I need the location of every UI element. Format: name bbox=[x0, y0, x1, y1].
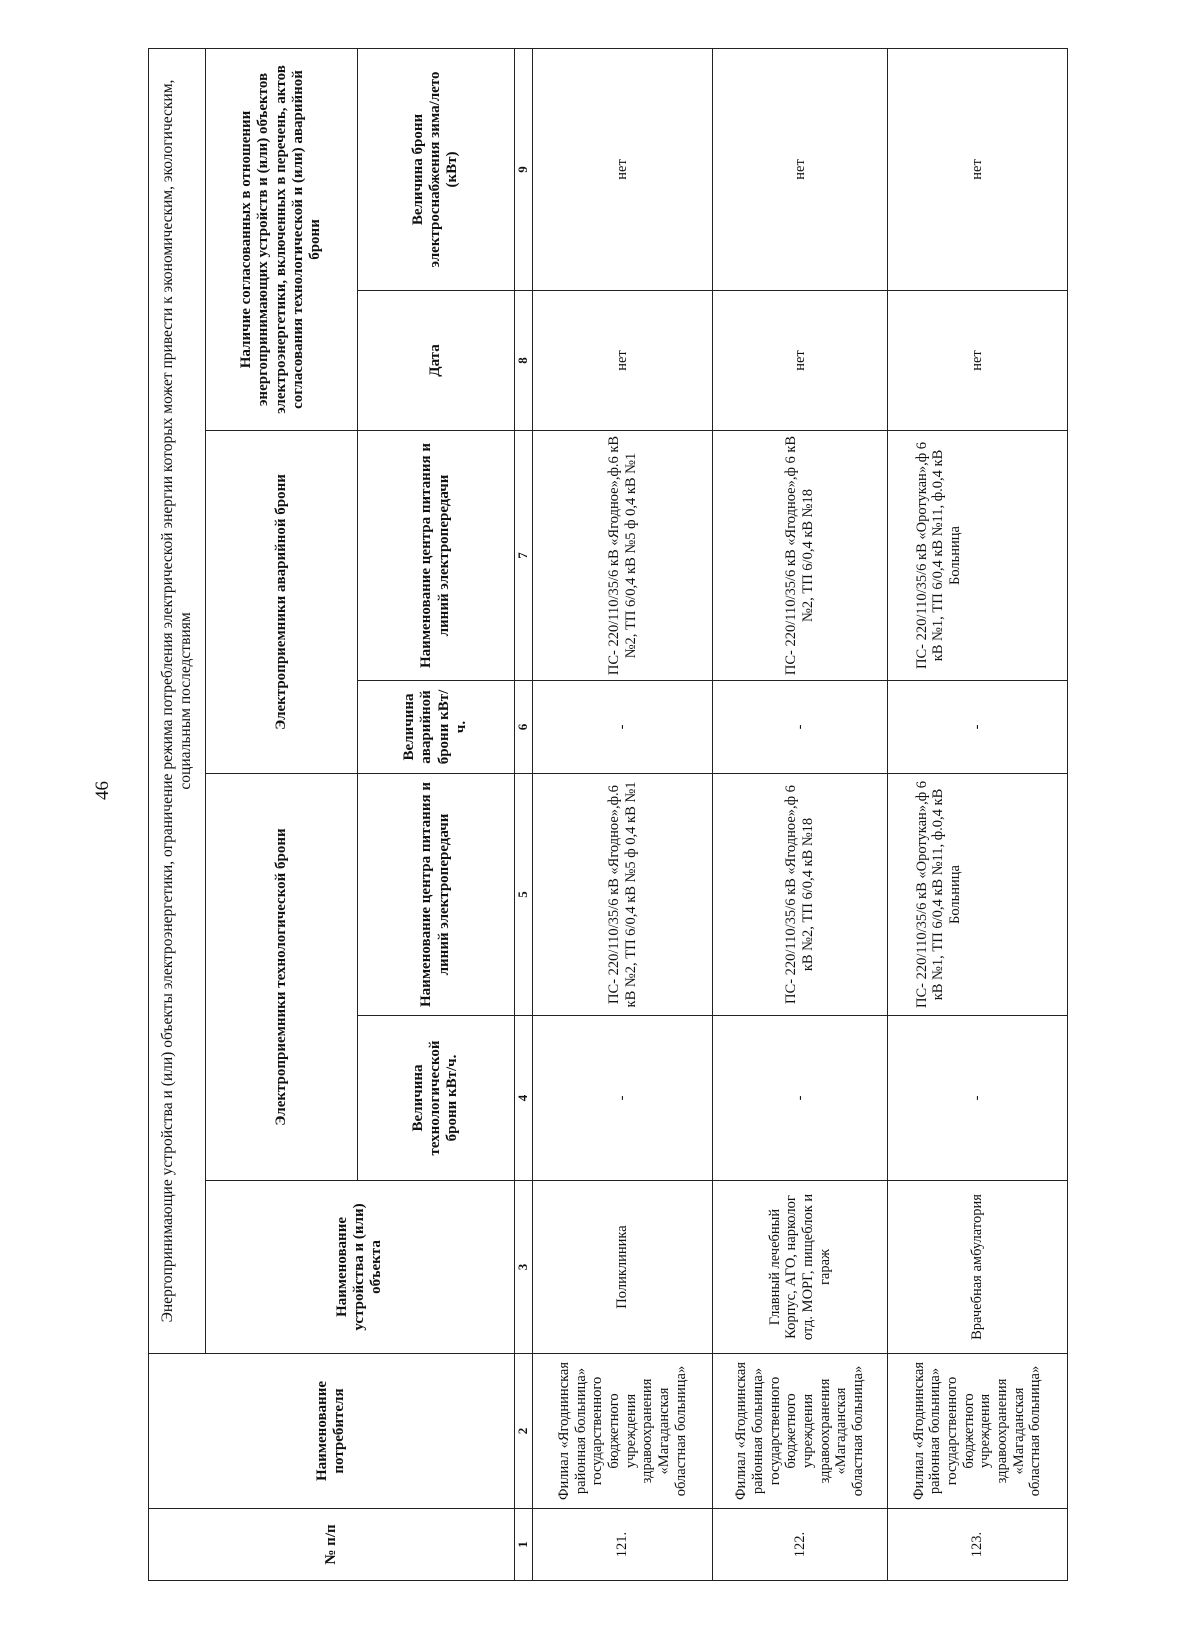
table-row bbox=[887, 48, 1067, 1580]
row-number: 123. bbox=[887, 1509, 1067, 1581]
column-number: 4 bbox=[514, 1016, 532, 1181]
column-number: 8 bbox=[514, 291, 532, 431]
column-number: 7 bbox=[514, 431, 532, 681]
emerg-value: - bbox=[713, 681, 887, 774]
header-group-tech: Электроприемники технологической брони bbox=[205, 774, 357, 1181]
row-number: 122. bbox=[713, 1509, 887, 1581]
agreement-date: нет bbox=[713, 291, 887, 431]
header-col-reserve: Величина брони электроснабжения зима/лето (кВт) bbox=[357, 48, 514, 290]
column-number: 2 bbox=[514, 1354, 532, 1509]
header-col-consumer: Наименование потребителя bbox=[149, 1354, 515, 1509]
tech-value: - bbox=[713, 1016, 887, 1181]
header-main-title: Энергопринимающие устройства и (или) объекты электроэнергетики, ограничение режима потребления электрической энергии которых может привести к экономическим, экологическим, социальным последствиям bbox=[149, 48, 206, 1353]
consumer-name: Филиал «Ягоднинская районная больница» государственного бюджетного учреждения здравоохранения «Магаданская областная больница» bbox=[713, 1354, 887, 1509]
header-group-agree: Наличие согласованных в отношении энергопринимающих устройств и (или) объектов электроэнергетики, включенных в перечень, актов согласования технологической и (или) аварийной брони bbox=[205, 48, 357, 430]
object-name: Врачебная амбулатория bbox=[887, 1181, 1067, 1354]
tech-center: ПС- 220/110/35/6 кВ «Ягодное»,ф.6 кВ №2, ТП 6/0,4 кВ №5 ф 0,4 кВ №1 bbox=[533, 774, 713, 1016]
column-number: 3 bbox=[514, 1181, 532, 1354]
tech-value: - bbox=[533, 1016, 713, 1181]
tech-value: - bbox=[887, 1016, 1067, 1181]
consumer-name: Филиал «Ягоднинская районная больница» государственного бюджетного учреждения здравоохранения «Магаданская областная больница» bbox=[887, 1354, 1067, 1509]
header-col-object: Наименование устройства и (или) объекта bbox=[205, 1181, 514, 1354]
consumer-name: Филиал «Ягоднинская районная больница» государственного бюджетного учреждения здравоохранения «Магаданская областная больница» bbox=[533, 1354, 713, 1509]
page-number: 46 bbox=[92, 781, 113, 800]
energy-consumers-table bbox=[148, 48, 1068, 1581]
emerg-value: - bbox=[887, 681, 1067, 774]
emerg-center: ПС- 220/110/35/6 кВ «Ягодное»,ф.6 кВ №2, ТП 6/0,4 кВ №5 ф 0,4 кВ №1 bbox=[533, 431, 713, 681]
column-number: 6 bbox=[514, 681, 532, 774]
agreement-date: нет bbox=[887, 291, 1067, 431]
header-col-emerg-value: Величина аварийной брони кВт/ч. bbox=[357, 681, 514, 774]
tech-center: ПС- 220/110/35/6 кВ «Оротукан»,ф 6 кВ №1, ТП 6/0,4 кВ №11, ф.0,4 кВ Больница bbox=[887, 774, 1067, 1016]
column-number: 1 bbox=[514, 1509, 532, 1581]
table-row bbox=[713, 48, 887, 1580]
header-col-tech-value: Величина технологической брони кВт/ч. bbox=[357, 1016, 514, 1181]
emerg-center: ПС- 220/110/35/6 кВ «Ягодное»,ф 6 кВ №2, ТП 6/0,4 кВ №18 bbox=[713, 431, 887, 681]
header-col-number: № п/п bbox=[149, 1509, 515, 1581]
emerg-center: ПС- 220/110/35/6 кВ «Оротукан»,ф 6 кВ №1, ТП 6/0,4 кВ №11, ф.0,4 кВ Больница bbox=[887, 431, 1067, 681]
header-group-emerg: Электроприемники аварийной брони bbox=[205, 431, 357, 774]
column-number: 5 bbox=[514, 774, 532, 1016]
table-row bbox=[533, 48, 713, 1580]
object-name: Главный лечебный Корпус, АГО, нарколог отд. МОРГ, пищеблок и гараж bbox=[713, 1181, 887, 1354]
tech-center: ПС- 220/110/35/6 кВ «Ягодное»,ф 6 кВ №2, ТП 6/0,4 кВ №18 bbox=[713, 774, 887, 1016]
column-number: 9 bbox=[514, 48, 532, 290]
header-col-tech-center: Наименование центра питания и линий электропередачи bbox=[357, 774, 514, 1016]
reserve-value: нет bbox=[887, 48, 1067, 290]
object-name: Поликлиника bbox=[533, 1181, 713, 1354]
agreement-date: нет bbox=[533, 291, 713, 431]
reserve-value: нет bbox=[533, 48, 713, 290]
reserve-value: нет bbox=[713, 48, 887, 290]
emerg-value: - bbox=[533, 681, 713, 774]
header-col-date: Дата bbox=[357, 291, 514, 431]
row-number: 121. bbox=[533, 1509, 713, 1581]
rotated-table-wrapper bbox=[148, 49, 1068, 1581]
header-col-emerg-center: Наименование центра питания и линий электропередачи bbox=[357, 431, 514, 681]
